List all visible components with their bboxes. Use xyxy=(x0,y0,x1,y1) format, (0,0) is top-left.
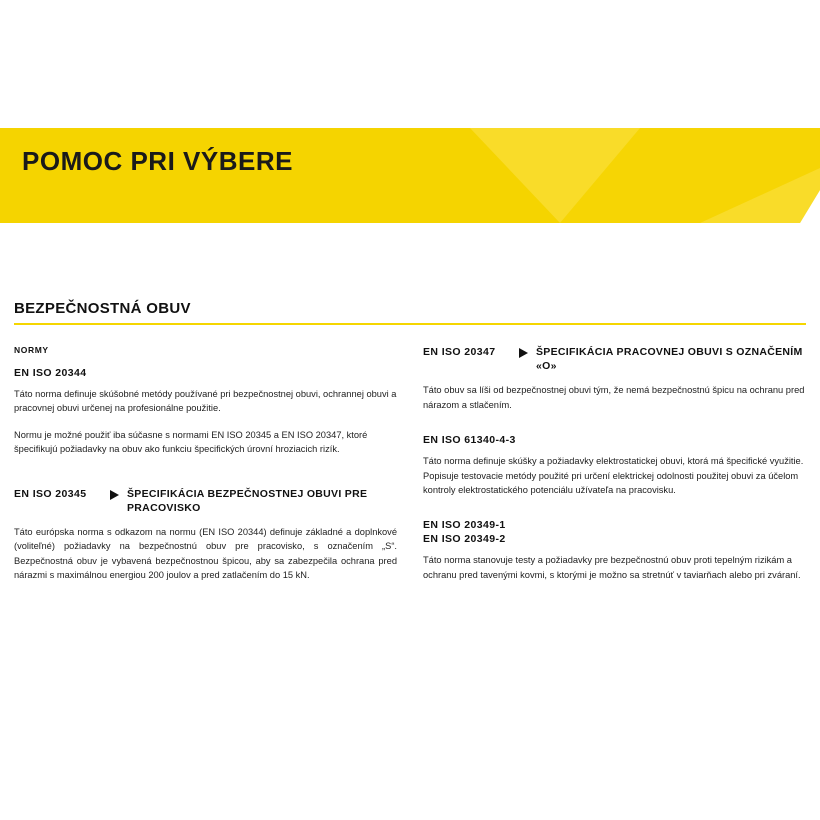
left-column xyxy=(14,345,397,595)
standard-code: EN ISO 20349-1 xyxy=(423,519,506,532)
block-spacer xyxy=(423,424,806,434)
block-spacer xyxy=(14,469,397,487)
standard-paragraph: Normu je možné použiť iba súčasne s normami EN ISO 20345 a EN ISO 20347, ktoré špecifikujú požiadavky na obuv ako funkciu špecifických úrovní hroziacich rizík. xyxy=(14,429,368,455)
section-divider xyxy=(14,323,806,325)
page-title: POMOC PRI VÝBERE xyxy=(22,146,293,176)
standard-title: ŠPECIFIKÁCIA BEZPEČNOSTNEJ OBUVI PRE PRACOVISKO xyxy=(127,487,368,514)
standard-title: ŠPECIFIKÁCIA PRACOVNEJ OBUVI S OZNAČENÍM «O» xyxy=(536,346,803,373)
standard-paragraph: Táto norma stanovuje testy a požiadavky pre bezpečnostnú obuv proti tepelným rizikám a ochranu pred tavenými kovmi, s ktorými je možno sa stretnúť v taviarňach alebo pri zváraní. xyxy=(423,555,801,580)
standard-paragraph: Táto norma definuje skúšobné metódy používané pri bezpečnostnej obuvi, ochrannej obuvi a pracovnej obuvi určenej na profesionálne použitie. xyxy=(14,389,397,414)
standard-block-61340 xyxy=(423,434,806,497)
triangle-bullet-icon xyxy=(110,490,119,500)
standard-paragraph: Táto obuv sa líši od bezpečnostnej obuvi tým, že nemá bezpečnostnú špicu na ochranu pred nárazom a stlačením. xyxy=(423,385,805,410)
standard-heading-row xyxy=(14,487,397,515)
standard-paragraph: Táto norma definuje skúšky a požiadavky elektrostatickej obuvi, ktorá má špecifické využitie. Popisuje testovacie metódy použité pri určení elektrickej odolnosti použitej obuvi za účelom kontroly elektrostatického potenciálu užívateľa na pracovisku. xyxy=(423,456,804,495)
standard-code: EN ISO 20344 xyxy=(14,367,87,379)
content-columns xyxy=(14,345,806,595)
standard-block-20344 xyxy=(14,367,397,457)
standard-paragraph: Táto európska norma s odkazom na normu (EN ISO 20344) definuje základné a doplnkové (voliteľné) požiadavky na bezpečnostnú obuv pre pracovisko, s označením „S“. Bezpečnostná obuv je vybavená bezpečnostnou špicou, aby sa zabezpečila ochrana pred nárazmi s maximálnou energiou 200 joulov a pred zatlačením do 15 kN. xyxy=(14,526,397,581)
left-column-kicker: NORMY xyxy=(14,345,49,355)
standard-heading-row xyxy=(423,345,806,373)
standard-code-secondary: EN ISO 20349-2 xyxy=(423,533,506,546)
section-title: BEZPEČNOSTNÁ OBUV xyxy=(14,300,191,317)
right-column xyxy=(423,345,806,595)
block-spacer xyxy=(423,509,806,519)
standard-code: EN ISO 61340-4-3 xyxy=(423,434,516,447)
header-banner xyxy=(0,128,820,223)
section-header xyxy=(14,300,806,325)
standard-block-20347 xyxy=(423,345,806,412)
standard-code: EN ISO 20347 xyxy=(423,346,496,358)
standard-block-20349 xyxy=(423,519,806,582)
triangle-bullet-icon xyxy=(519,348,528,358)
standard-code: EN ISO 20345 xyxy=(14,487,87,500)
standard-block-20345 xyxy=(14,487,397,583)
